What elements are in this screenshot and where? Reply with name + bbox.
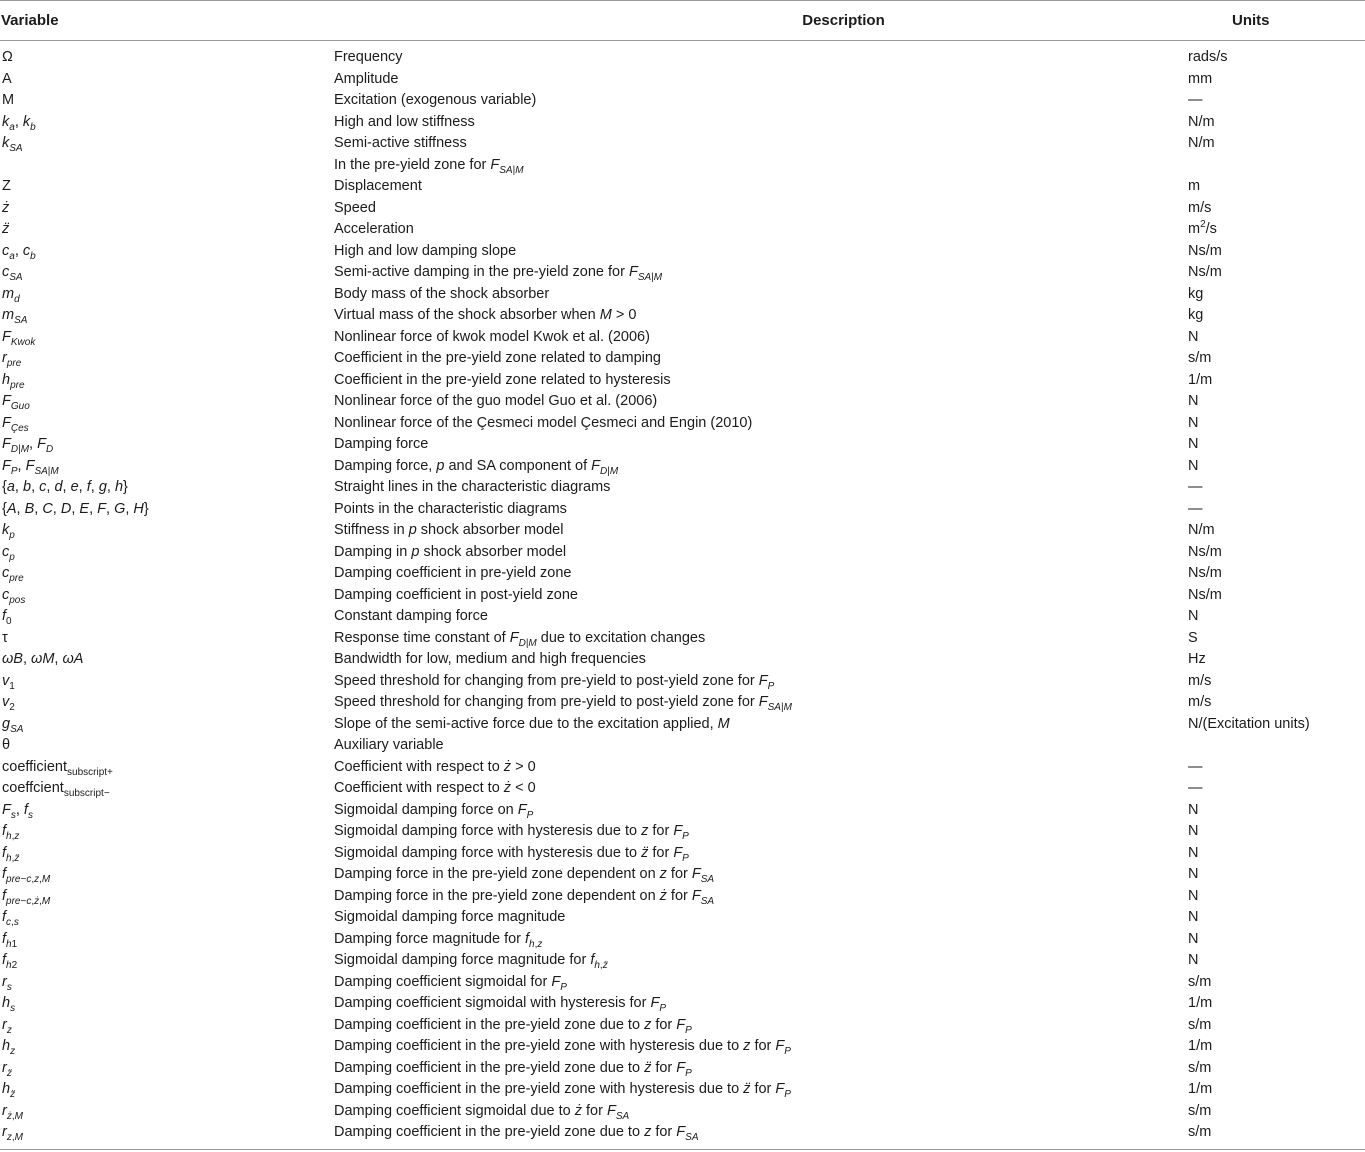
- units-cell: 1/m: [1188, 1081, 1213, 1097]
- description-cell: Coefficient in the pre-yield zone related to damping: [334, 350, 661, 366]
- variable-cell: $k_a$, $k_b$: [2, 113, 36, 133]
- description-cell: Nonlinear force of the guo model Guo et al. (2006): [334, 393, 658, 409]
- variable-cell: $r_{z̈}$: [2, 1059, 12, 1079]
- description-cell: In the pre-yield zone for $F_{SA|M}$: [334, 156, 524, 176]
- variable-cell: $f_0$: [2, 608, 12, 627]
- description-cell: Nonlinear force of the Çesmeci model Çesmeci and Engin (2010): [334, 414, 753, 431]
- table-row: [0, 864, 1365, 886]
- description-cell: Damping coefficient in the pre-yield zone with hysteresis due to z for $F_P$: [334, 1038, 791, 1057]
- variable-cell: $F_{Kwok}$: [2, 328, 36, 348]
- description-cell: Body mass of the shock absorber: [334, 285, 550, 302]
- units-cell: Ns/m: [1188, 543, 1222, 560]
- table-row: [0, 327, 1365, 349]
- table-row: [0, 133, 1365, 155]
- table-row: [0, 69, 1365, 91]
- variable-cell: $r_{ż,M}$: [2, 1102, 23, 1122]
- description-cell: Damping coefficient in the pre-yield zone due to z for $F_P$: [334, 1016, 692, 1036]
- description-cell: Stiffness in p shock absorber model: [334, 522, 564, 538]
- description-cell: Damping coefficient sigmoidal for $F_P$: [334, 973, 567, 993]
- variable-cell: $r_{z,M}$: [0, 1122, 334, 1149]
- table-row: [0, 1079, 1365, 1101]
- description-cell: Excitation (exogenous variable): [334, 92, 537, 108]
- variable-cell: $h_s$: [2, 995, 16, 1014]
- description-cell: Sigmoidal damping force on $F_P$: [334, 801, 534, 821]
- description-cell: Sigmoidal damping force magnitude for $f_{h,z̈}$: [334, 952, 608, 971]
- description-cell: Semi-active damping in the pre-yield zone for $F_{SA|M}$: [334, 264, 663, 283]
- units-cell: —: [1188, 92, 1203, 108]
- units-cell: N: [1188, 608, 1199, 624]
- description-cell: Speed threshold for changing from pre-yield to post-yield zone for $F_{SA|M}$: [334, 694, 792, 713]
- description-cell: Damping force in the pre-yield zone dependent on ż for $F_{SA}$: [334, 887, 715, 907]
- description-cell: Damping coefficient in the pre-yield zone due to z for $F_{SA}$: [334, 1122, 1183, 1149]
- units-cell: m/s: [1188, 199, 1212, 216]
- variable-cell: $F_{Guo}$: [2, 393, 30, 412]
- units-cell: N: [1188, 436, 1199, 452]
- variable-cell: $h_{pre}$: [2, 371, 25, 391]
- variable-cell: {a, b, c, d, e, f, g, h}: [2, 479, 128, 495]
- units-cell: 1/m: [1188, 995, 1213, 1011]
- variable-cell: $h_z$: [2, 1038, 16, 1057]
- units-cell: $m^2/s$: [1188, 219, 1217, 237]
- description-cell: Speed: [334, 199, 376, 216]
- header-variable: Variable: [0, 1, 334, 41]
- variable-cell: $f_{h1}$: [2, 930, 18, 950]
- units-cell: N: [1188, 844, 1199, 861]
- table-row: [0, 628, 1365, 650]
- variable-cell: $F_P$, $F_{SA|M}$: [2, 457, 59, 477]
- variable-cell: $r_z$: [2, 1016, 12, 1036]
- units-cell: Ns/m: [1188, 242, 1222, 259]
- description-cell: Amplitude: [334, 70, 399, 87]
- description-cell: Sigmoidal damping force with hysteresis due to z̈ for $F_P$: [334, 844, 689, 864]
- table-row: [0, 606, 1365, 628]
- header-units: Units: [1183, 1, 1365, 41]
- units-cell: N/m: [1188, 135, 1215, 151]
- table-row: [0, 1101, 1365, 1123]
- table-row: [0, 520, 1365, 542]
- variable-cell: A: [2, 70, 12, 87]
- table-row: [0, 112, 1365, 134]
- units-cell: mm: [1188, 70, 1213, 87]
- description-cell: Damping force magnitude for $f_{h,z}$: [334, 930, 543, 950]
- variable-cell: $f_{pre-c,z,M}$: [2, 866, 51, 885]
- units-cell: N: [1188, 414, 1199, 431]
- units-cell: N: [1188, 393, 1199, 409]
- units-cell: [1183, 735, 1365, 757]
- table-row: [0, 929, 1365, 951]
- table-row: [0, 155, 1365, 177]
- units-cell: Ns/m: [1188, 565, 1222, 581]
- table-row: [0, 843, 1365, 865]
- units-cell: N/m: [1188, 522, 1215, 538]
- description-cell: Coefficient with respect to ż > 0: [334, 758, 536, 775]
- table-row: [0, 456, 1365, 478]
- table-body: [0, 41, 1365, 1150]
- variable-cell: $r_s$: [2, 973, 12, 993]
- variable-cell: $f_{h,z}$: [2, 823, 20, 842]
- units-cell: N: [1188, 328, 1199, 345]
- table-row: [0, 757, 1365, 779]
- variable-cell: Z: [2, 178, 11, 194]
- variable-cell: $k_p$: [2, 522, 15, 541]
- variable-cell: $v_1$: [2, 672, 15, 692]
- table-header: [0, 1, 1365, 41]
- description-cell: Damping force, p and SA component of $F_{D|M}$: [334, 457, 619, 477]
- units-cell: N: [1188, 930, 1199, 947]
- units-cell: —: [1188, 500, 1203, 517]
- units-cell: N: [1188, 887, 1199, 904]
- variable-cell: z̈: [2, 221, 10, 237]
- units-cell: s/m: [1188, 1059, 1212, 1076]
- description-cell: Response time constant of $F_{D|M}$ due to excitation changes: [334, 629, 706, 649]
- units-cell: N: [1188, 457, 1199, 474]
- description-cell: Nonlinear force of kwok model Kwok et al. (2006): [334, 328, 650, 345]
- variable-cell: θ: [2, 737, 11, 753]
- units-cell: m/s: [1188, 694, 1212, 710]
- description-cell: Damping force in the pre-yield zone dependent on z for $F_{SA}$: [334, 866, 715, 885]
- variable-cell: Ω: [2, 49, 13, 65]
- table-row: [0, 1036, 1365, 1058]
- units-cell: N: [1188, 823, 1199, 839]
- table-row: [0, 305, 1365, 327]
- table-row: [0, 477, 1365, 499]
- table-row: [0, 714, 1365, 736]
- variable-cell: $v_2$: [2, 694, 15, 713]
- units-cell: N/m: [1188, 113, 1215, 130]
- table-row: [0, 348, 1365, 370]
- variable-cell: $f_{h2}$: [2, 952, 18, 971]
- description-cell: Damping coefficient in pre-yield zone: [334, 565, 572, 581]
- description-cell: Speed threshold for changing from pre-yield to post-yield zone for $F_P$: [334, 672, 775, 692]
- table-row: [0, 434, 1365, 456]
- units-cell: Ns/m: [1188, 264, 1222, 280]
- description-cell: Damping coefficient in post-yield zone: [334, 586, 578, 603]
- variable-cell: [0, 155, 334, 177]
- description-cell: Sigmoidal damping force magnitude: [334, 909, 566, 925]
- units-cell: [1183, 155, 1365, 177]
- units-cell: Ns/m: [1188, 586, 1222, 603]
- table-row: [0, 778, 1365, 800]
- units-cell: Hz: [1188, 651, 1206, 667]
- units-cell: 1/m: [1188, 1038, 1213, 1054]
- description-cell: Damping coefficient sigmoidal due to ż for $F_{SA}$: [334, 1102, 630, 1122]
- units-cell: s/m: [1183, 1122, 1365, 1149]
- header-description: Description: [334, 1, 1183, 41]
- table-row: [0, 241, 1365, 263]
- table-row: [0, 499, 1365, 521]
- description-cell: Coefficient with respect to ż < 0: [334, 780, 536, 796]
- description-cell: Damping coefficient in the pre-yield zone with hysteresis due to z̈ for $F_P$: [334, 1081, 791, 1100]
- units-cell: 1/m: [1188, 371, 1213, 388]
- description-cell: Constant damping force: [334, 608, 488, 624]
- variable-cell: $k_{SA}$: [2, 135, 23, 154]
- units-cell: m: [1188, 178, 1201, 194]
- table-row: [0, 1015, 1365, 1037]
- variable-cell: $c_{pre}$: [2, 565, 24, 584]
- variable-cell: $c_{pos}$: [2, 586, 26, 606]
- table-row: [0, 993, 1365, 1015]
- variable-cell: $F_{Çes}$: [2, 414, 29, 434]
- variable-cell: coeffcient$_{subscript-}$: [2, 780, 110, 799]
- description-cell: Virtual mass of the shock absorber when M > 0: [334, 307, 637, 323]
- table-row: [0, 262, 1365, 284]
- description-cell: Sigmoidal damping force with hysteresis due to z for $F_P$: [334, 823, 689, 842]
- units-cell: kg: [1188, 307, 1204, 323]
- units-cell: rads/s: [1188, 49, 1228, 65]
- variable-cell: ωB, ωM, ωA: [2, 651, 84, 667]
- table-row: [0, 950, 1365, 972]
- variable-cell: τ: [2, 629, 8, 646]
- variable-cell: $c_{SA}$: [2, 264, 23, 283]
- table-row: [0, 886, 1365, 908]
- units-cell: N: [1188, 801, 1199, 818]
- table-row: [0, 563, 1365, 585]
- variable-cell: $F_s$, $f_s$: [2, 801, 33, 821]
- units-cell: m/s: [1188, 672, 1212, 689]
- variable-cell: $c_a$, $c_b$: [2, 242, 36, 262]
- variable-cell: $r_{pre}$: [2, 350, 22, 369]
- variable-cell: M: [2, 92, 15, 108]
- description-cell: Damping coefficient sigmoidal with hysteresis for $F_P$: [334, 995, 666, 1014]
- units-cell: —: [1188, 479, 1203, 495]
- units-cell: s/m: [1188, 1016, 1212, 1033]
- description-cell: Points in the characteristic diagrams: [334, 500, 567, 517]
- variable-cell: $m_{SA}$: [2, 307, 28, 326]
- units-cell: N: [1188, 909, 1199, 925]
- units-cell: N: [1188, 866, 1199, 882]
- description-cell: Coefficient in the pre-yield zone related to hysteresis: [334, 371, 671, 388]
- table-row: [0, 585, 1365, 607]
- units-cell: N: [1188, 952, 1199, 968]
- units-cell: s/m: [1188, 973, 1212, 990]
- description-cell: Acceleration: [334, 221, 414, 237]
- description-cell: Semi-active stiffness: [334, 135, 467, 151]
- variable-cell: coefficient$_{subscript+}$: [2, 758, 113, 778]
- description-cell: Damping force: [334, 436, 429, 452]
- table-row: [0, 735, 1365, 757]
- table-row: [0, 972, 1365, 994]
- table-row: [0, 1122, 1365, 1149]
- table-row: [0, 692, 1365, 714]
- table-row: [0, 671, 1365, 693]
- table-row: [0, 542, 1365, 564]
- units-cell: kg: [1188, 285, 1204, 302]
- table-row: [0, 219, 1365, 241]
- variable-cell: $f_{pre-c,ż,M}$: [2, 887, 51, 907]
- header-row: [0, 1, 1365, 41]
- description-cell: High and low damping slope: [334, 242, 517, 259]
- variable-cell: $g_{SA}$: [2, 715, 24, 735]
- table-row: [0, 413, 1365, 435]
- table-row: [0, 391, 1365, 413]
- units-cell: —: [1188, 780, 1203, 796]
- description-cell: Frequency: [334, 49, 403, 65]
- table-row: [0, 90, 1365, 112]
- variable-cell: ż: [2, 199, 10, 216]
- variable-cell: $c_p$: [2, 543, 15, 563]
- units-cell: s/m: [1188, 1102, 1212, 1119]
- variable-cell: $F_{D|M}$, $F_D$: [2, 436, 54, 455]
- table-row: [0, 176, 1365, 198]
- units-cell: N/(Excitation units): [1188, 715, 1310, 732]
- table-row: [0, 1058, 1365, 1080]
- table-row: [0, 284, 1365, 306]
- table-row: [0, 370, 1365, 392]
- variable-cell: {A, B, C, D, E, F, G, H}: [2, 500, 149, 517]
- table-row: [0, 800, 1365, 822]
- description-cell: High and low stiffness: [334, 113, 475, 130]
- table-row: [0, 198, 1365, 220]
- description-cell: Displacement: [334, 178, 422, 194]
- units-cell: —: [1188, 758, 1203, 775]
- variable-cell: $h_{z̈}$: [2, 1081, 16, 1100]
- table-row: [0, 649, 1365, 671]
- variable-cell: $m_d$: [2, 285, 20, 305]
- description-cell: Straight lines in the characteristic diagrams: [334, 479, 611, 495]
- description-cell: Damping coefficient in the pre-yield zone due to z̈ for $F_P$: [334, 1059, 692, 1079]
- units-cell: s/m: [1188, 350, 1212, 366]
- description-cell: Damping in p shock absorber model: [334, 543, 567, 560]
- description-cell: Bandwidth for low, medium and high frequencies: [334, 651, 646, 667]
- table-row: [0, 907, 1365, 929]
- table-row: [0, 821, 1365, 843]
- variable-cell: $f_{c,s}$: [2, 909, 19, 928]
- description-cell: Auxiliary variable: [334, 737, 444, 753]
- units-cell: S: [1188, 629, 1198, 646]
- description-cell: Slope of the semi-active force due to the excitation applied, M: [334, 715, 730, 732]
- table-row: [0, 41, 1365, 69]
- variable-cell: $f_{h,z̈}$: [2, 844, 20, 864]
